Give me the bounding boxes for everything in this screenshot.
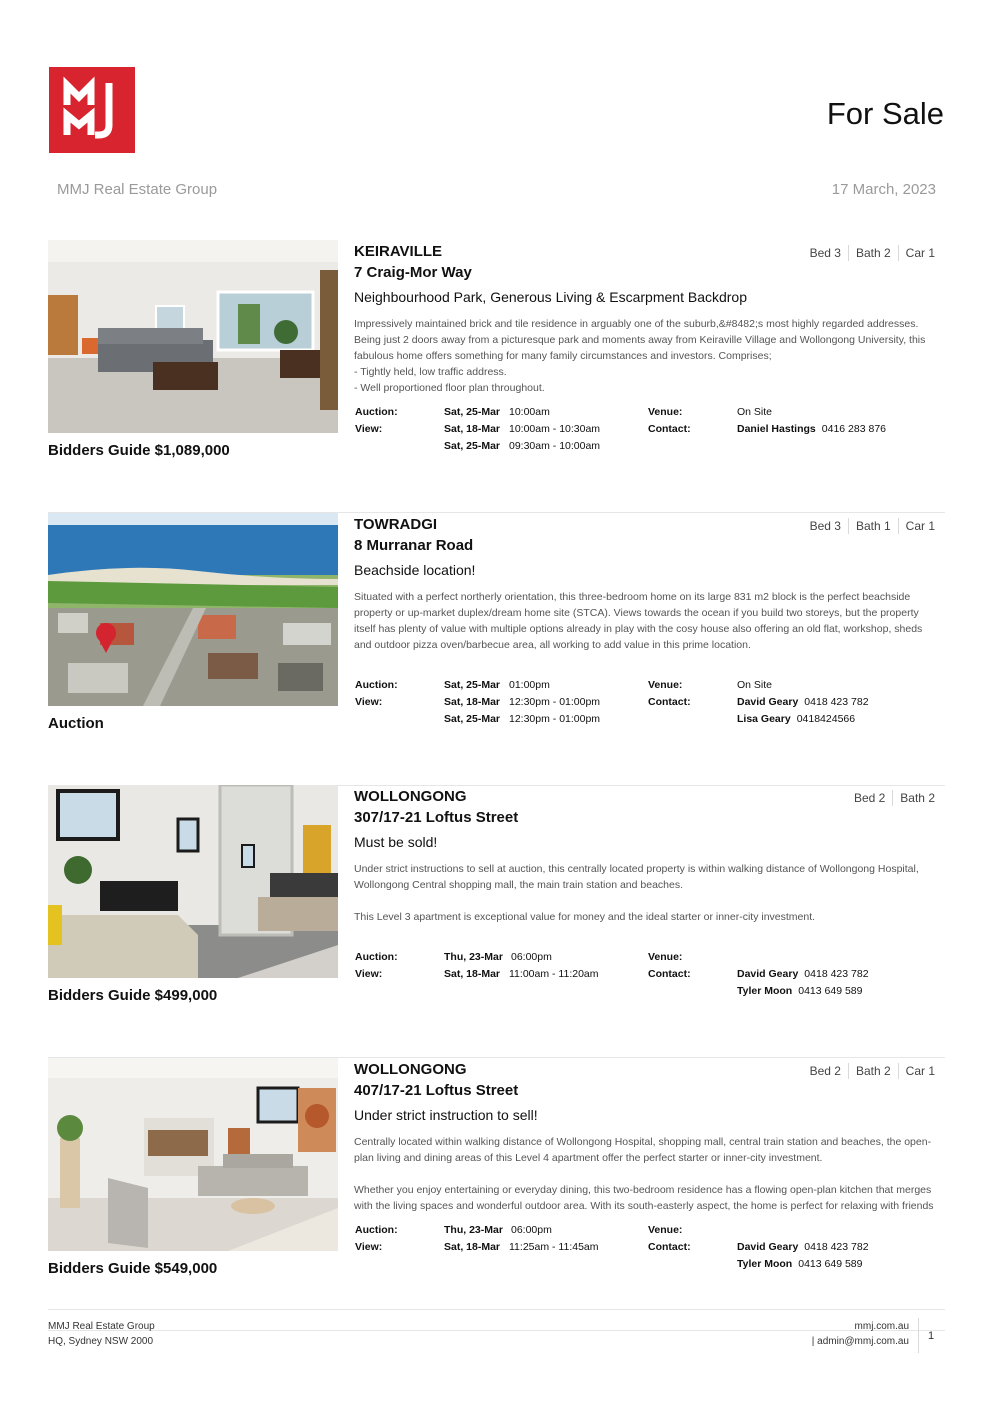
listing-description: [354, 589, 936, 669]
auction-time: 06:00pm: [511, 1224, 552, 1236]
venue-label: Venue:: [648, 679, 683, 691]
agency-name: MMJ Real Estate Group: [57, 181, 218, 198]
listing-card: [48, 513, 945, 786]
venue-label: Venue:: [648, 951, 683, 963]
listing-headline: Neighbourhood Park, Generous Living & Escarpment Backdrop: [354, 289, 747, 305]
car-count: Car 1: [898, 1063, 935, 1079]
mmj-logo-icon: [49, 67, 135, 153]
contact-phone[interactable]: 0413 649 589: [798, 985, 863, 997]
auction-day: Thu, 23-Mar: [444, 1224, 503, 1236]
inspection-schedule: [354, 1222, 945, 1273]
view-day: Sat, 18-Mar: [444, 423, 501, 435]
listing-suburb: WOLLONGONG: [354, 1061, 467, 1078]
view-day: Sat, 18-Mar: [444, 696, 501, 708]
view-label: View:: [355, 696, 383, 708]
bed-count: Bed 3: [809, 246, 841, 260]
bath-count: Bath 2: [848, 1063, 898, 1079]
view-time: 12:30pm - 01:00pm: [509, 696, 601, 708]
document-date: 17 March, 2023: [831, 181, 936, 198]
contact-entry: [737, 1256, 862, 1272]
listing-description: [354, 316, 936, 396]
description-text: Impressively maintained brick and tile residence in arguably one of the suburb,&#8482;s most highly regarded addresses. Being just 2 doors away from a picturesque park and moments away from Keiraville Village and Wollongong University, this fabulous home offers something for many family circumstances and investors. Comprises; - Tightly held, low traffic address. - Well proportioned floor plan throughout.: [354, 318, 926, 394]
bed-count: Bed 3: [809, 519, 841, 533]
property-photo[interactable]: [48, 1058, 338, 1251]
auction-label: Auction:: [355, 1224, 398, 1236]
auction-day: Sat, 25-Mar: [444, 406, 501, 418]
venue-label: Venue:: [648, 406, 683, 418]
page-number: 1: [928, 1330, 935, 1342]
inspection-schedule: [354, 949, 945, 1000]
listing-address[interactable]: 407/17-21 Loftus Street: [354, 1082, 519, 1099]
contact-label: Contact:: [648, 968, 691, 980]
property-features: [847, 790, 935, 806]
listing-card: [48, 240, 945, 513]
footer-website-link[interactable]: mmj.com.au: [854, 1321, 909, 1332]
car-count: Car 1: [898, 518, 935, 534]
contact-label: Contact:: [648, 1241, 691, 1253]
contact-phone[interactable]: 0418 423 782: [804, 696, 869, 708]
view-day: Sat, 25-Mar: [444, 440, 501, 452]
listing-card: [48, 1058, 945, 1331]
bed-count: Bed 2: [809, 1064, 841, 1078]
contact-phone[interactable]: 0418 423 782: [804, 1241, 869, 1253]
listing-headline: Must be sold!: [354, 834, 438, 850]
venue-value: On Site: [737, 406, 773, 418]
company-logo: [49, 67, 135, 153]
property-photo[interactable]: [48, 785, 338, 978]
bath-count: Bath 2: [892, 790, 935, 806]
property-features: [803, 1063, 935, 1079]
view-label: View:: [355, 968, 383, 980]
listing-headline: Beachside location!: [354, 562, 476, 578]
price-guide: Bidders Guide $549,000: [48, 1260, 218, 1277]
listing-suburb: TOWRADGI: [354, 516, 438, 533]
contact-entry: [737, 694, 869, 710]
footer-separator: [918, 1318, 919, 1353]
living-room-photo-icon: [48, 240, 338, 433]
view-label: View:: [355, 423, 383, 435]
contact-name: Lisa Geary: [737, 713, 791, 725]
bed-count: Bed 2: [853, 791, 886, 805]
view-day: Sat, 25-Mar: [444, 713, 501, 725]
aerial-beach-photo-icon: [48, 513, 338, 706]
venue-label: Venue:: [648, 1224, 683, 1236]
property-features: [803, 518, 935, 534]
listing-address[interactable]: 8 Murranar Road: [354, 537, 474, 554]
price-guide: Bidders Guide $1,089,000: [48, 442, 230, 459]
inspection-schedule: [354, 677, 945, 728]
price-guide: Bidders Guide $499,000: [48, 987, 218, 1004]
view-time: 09:30am - 10:00am: [509, 440, 601, 452]
description-text: Centrally located within walking distance of Wollongong Hospital, shopping mall, central train station and beaches, the open-plan living and dining areas of this Level 4 apartment offer the perfect starter or inner-city investment. Whether you enjoy entertaining or everyday dining, this two-bedroom residence has a flowing open-plan kitchen that merges with the living spaces and wonderful outdoor area. With its south-easterly aspect, the home is perfect for relaxing with friends: [354, 1136, 934, 1212]
contact-phone[interactable]: 0418424566: [796, 713, 856, 725]
view-day: Sat, 18-Mar: [444, 968, 501, 980]
property-photo[interactable]: [48, 513, 338, 706]
auction-day: Sat, 25-Mar: [444, 679, 501, 691]
auction-day: Thu, 23-Mar: [444, 951, 503, 963]
auction-time: 10:00am: [509, 406, 550, 418]
auction-time: 06:00pm: [511, 951, 552, 963]
listing-suburb: WOLLONGONG: [354, 788, 467, 805]
view-time: 11:00am - 11:20am: [509, 968, 599, 980]
footer-company: MMJ Real Estate Group: [48, 1321, 155, 1332]
footer-email-link[interactable]: | admin@mmj.com.au: [811, 1336, 909, 1347]
contact-entry: [737, 966, 869, 982]
description-text: Situated with a perfect northerly orientation, this three-bedroom home on its large 831 m2 block is the perfect beachside property or up-market duplex/dream home site (STCA). Views towards the ocean if you build two storeys, but the property itself has plenty of value with multiple options already in play with the cosy house also offering an old flat, workshop, sheds and outdoor pizza oven/barbecue area, all working to add value in this prime location.: [354, 591, 923, 651]
listing-suburb: KEIRAVILLE: [354, 243, 443, 260]
footer-divider: [48, 1309, 945, 1310]
auction-label: Auction:: [355, 406, 398, 418]
listing-description: [354, 1134, 936, 1214]
listing-address[interactable]: 307/17-21 Loftus Street: [354, 809, 519, 826]
listing-address[interactable]: 7 Craig-Mor Way: [354, 264, 472, 281]
footer-location: HQ, Sydney NSW 2000: [48, 1336, 154, 1347]
living-dining-photo-icon: [48, 1058, 338, 1251]
auction-time: 01:00pm: [509, 679, 550, 691]
view-day: Sat, 18-Mar: [444, 1241, 501, 1253]
contact-name: David Geary: [737, 696, 799, 708]
contact-entry: [737, 983, 862, 999]
view-label: View:: [355, 1241, 383, 1253]
car-count: Car 1: [898, 245, 935, 261]
listing-description: [354, 861, 936, 941]
auction-label: Auction:: [355, 951, 398, 963]
auction-label: Auction:: [355, 679, 398, 691]
page-title: For Sale: [826, 96, 944, 131]
contact-label: Contact:: [648, 696, 691, 708]
listing-card: [48, 785, 945, 1058]
contact-phone[interactable]: 0416 283 876: [821, 423, 887, 435]
view-time: 10:00am - 10:30am: [509, 423, 601, 435]
view-time: 12:30pm - 01:00pm: [509, 713, 601, 725]
contact-name: Tyler Moon: [737, 1258, 793, 1270]
contact-name: Daniel Hastings: [737, 423, 816, 435]
contact-phone[interactable]: 0413 649 589: [798, 1258, 863, 1270]
price-guide: Auction: [48, 715, 104, 732]
contact-name: David Geary: [737, 1241, 799, 1253]
listing-headline: Under strict instruction to sell!: [354, 1107, 538, 1123]
venue-value: On Site: [737, 679, 773, 691]
contact-entry: [737, 1239, 869, 1255]
description-text: Under strict instructions to sell at auction, this centrally located property is within walking distance of Wollongong Hospital, Wollongong Central shopping mall, the main train station and beaches. This Level 3 apartment is exceptional value for money and the ideal starter or inner-city investment.: [354, 863, 919, 923]
property-photo[interactable]: [48, 240, 338, 433]
property-features: [803, 245, 935, 261]
contact-name: David Geary: [737, 968, 799, 980]
inspection-schedule: [354, 404, 945, 455]
contact-entry: [737, 421, 886, 437]
view-time: 11:25am - 11:45am: [509, 1241, 599, 1253]
bath-count: Bath 2: [848, 245, 898, 261]
bedroom-photo-icon: [48, 785, 338, 978]
contact-name: Tyler Moon: [737, 985, 793, 997]
contact-entry: [737, 711, 855, 727]
contact-phone[interactable]: 0418 423 782: [804, 968, 869, 980]
contact-label: Contact:: [648, 423, 691, 435]
bath-count: Bath 1: [848, 518, 898, 534]
